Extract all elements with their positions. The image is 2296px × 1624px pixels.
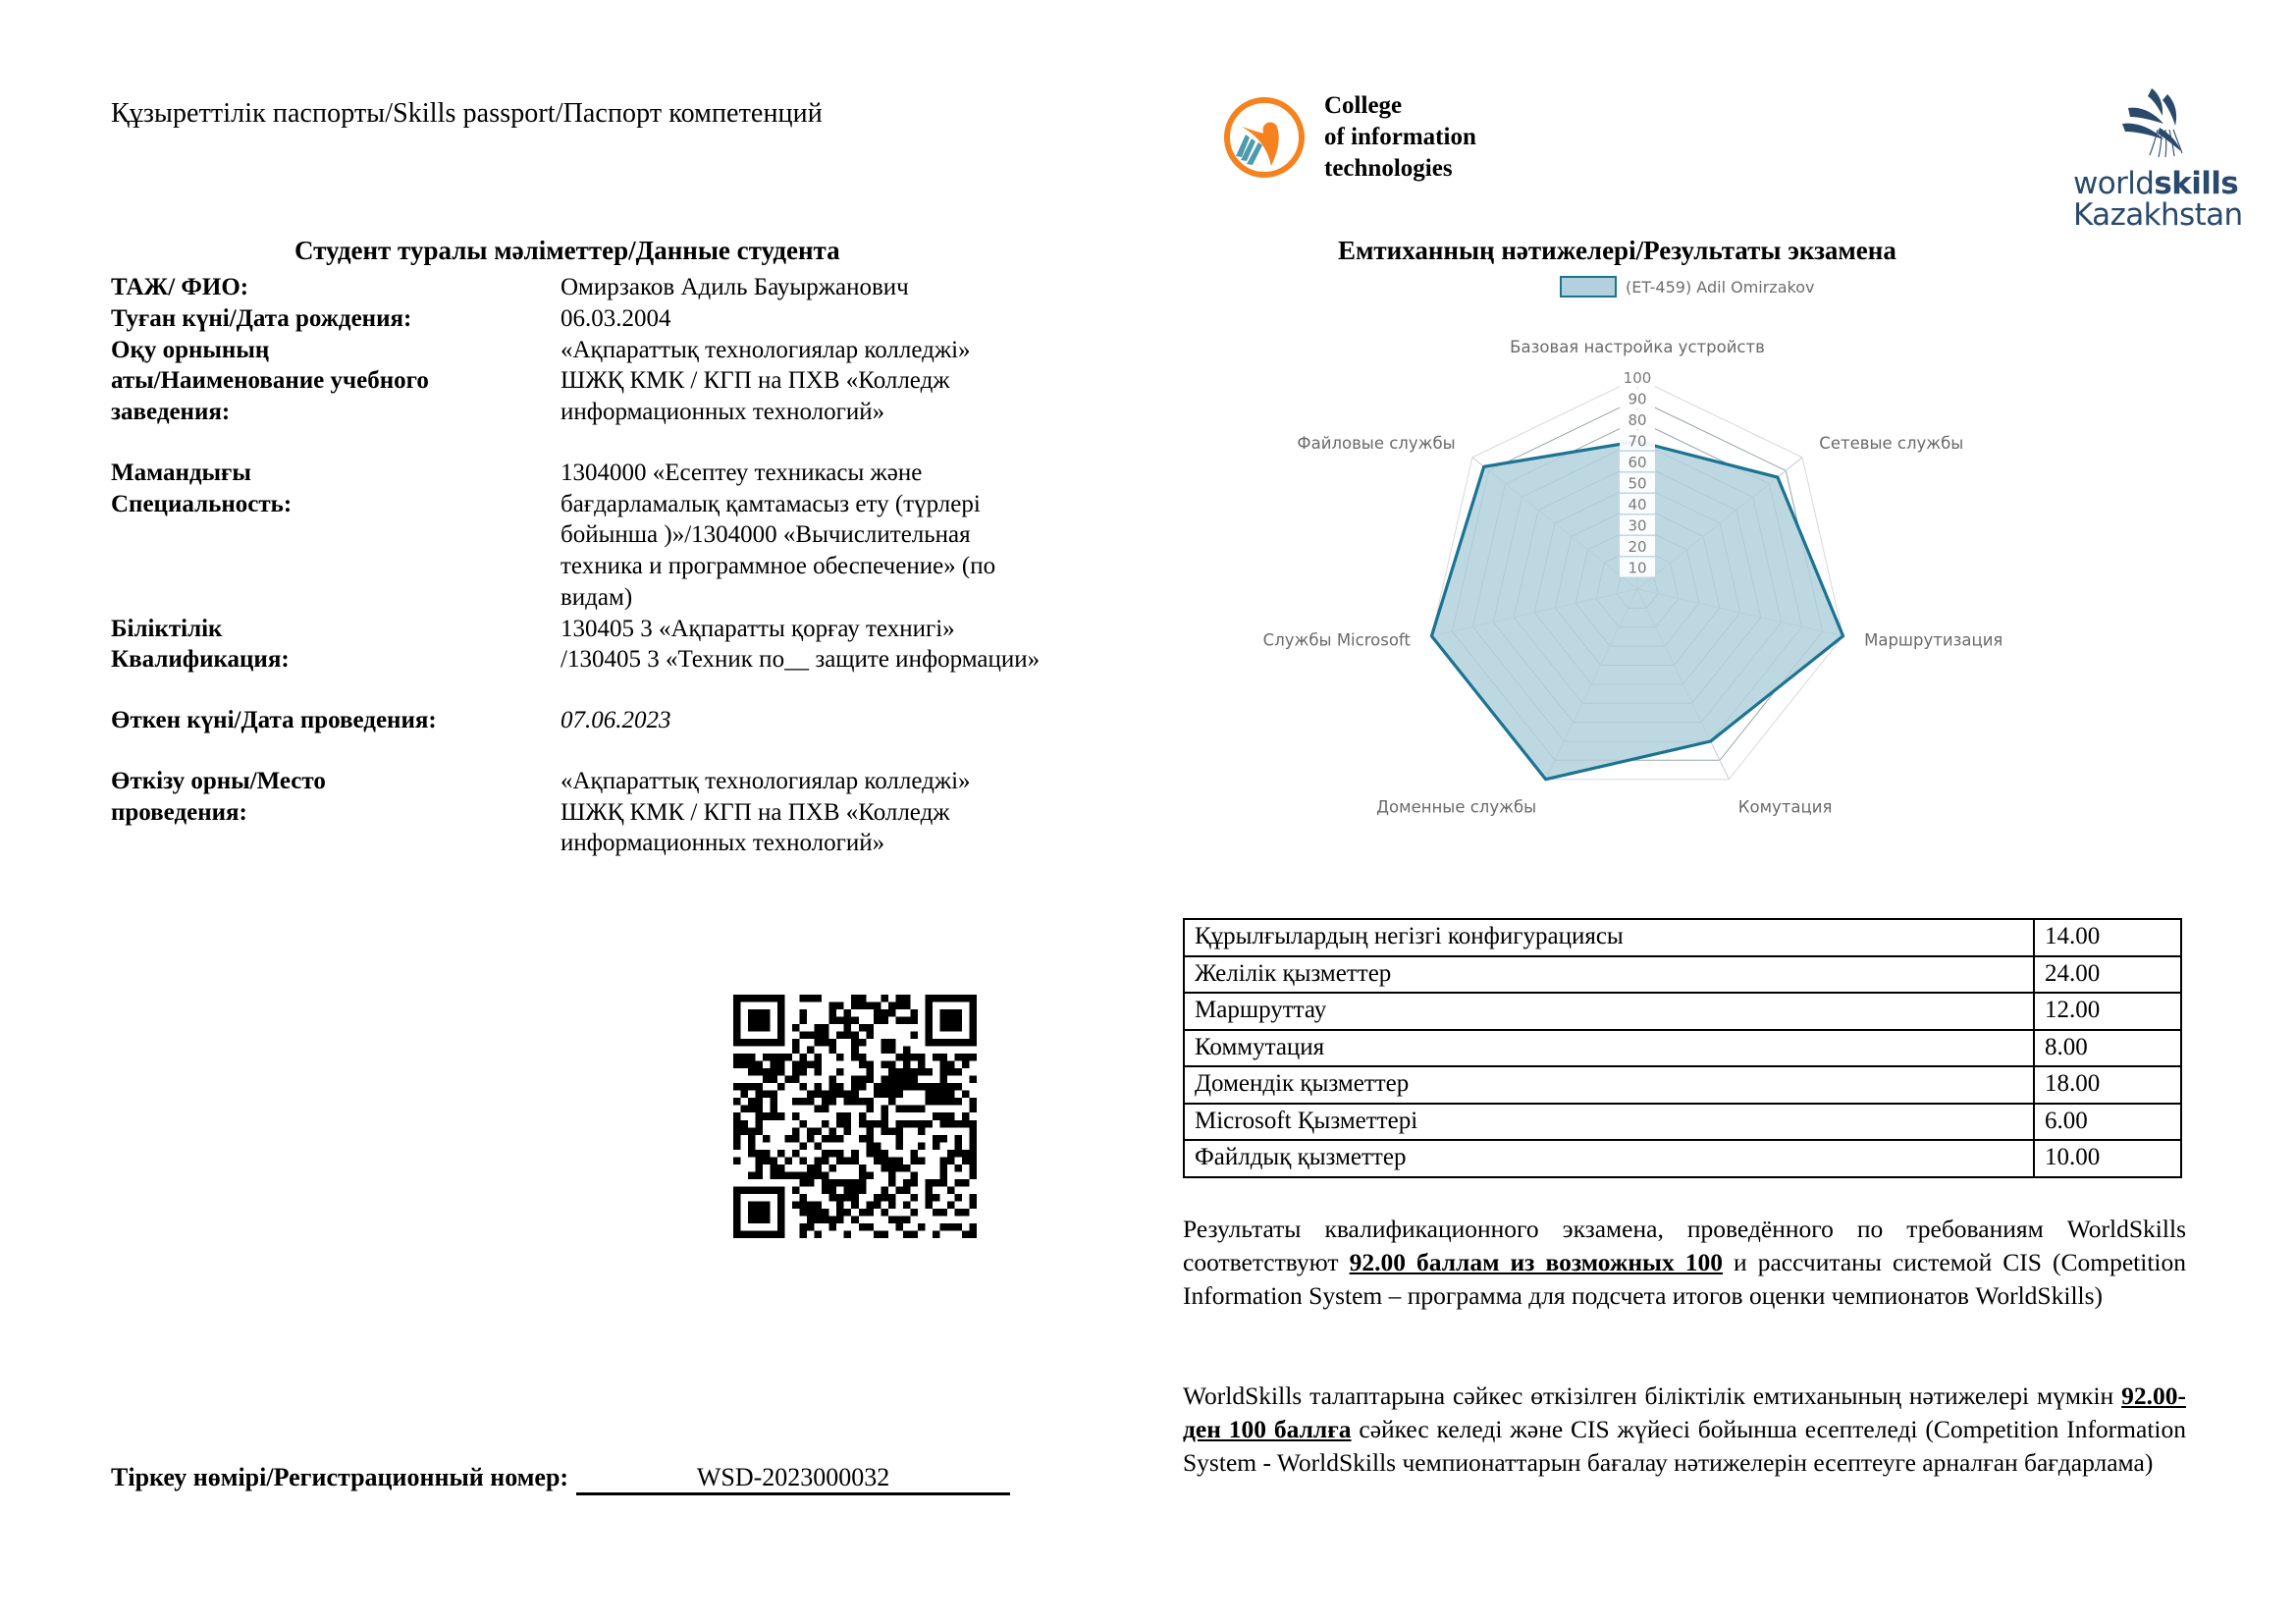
- score-name: Құрылғылардың негізгі конфигурациясы: [1184, 919, 2034, 956]
- scores-table: [1183, 918, 2182, 1178]
- radar-category-label: Маршрутизация: [1864, 630, 2003, 650]
- value-specialty-3: бойынша )»/1304000 «Вычислительная: [561, 521, 971, 549]
- table-row: [1184, 919, 2181, 956]
- para-kk-part1: WorldSkills талаптарына сәйкес өткізілген біліктілік емтиханының нәтижелері мүмкін: [1183, 1381, 2122, 1410]
- qr-code-svg: [721, 995, 988, 1238]
- college-line-2: of information: [1324, 124, 1476, 150]
- radar-category-label: Доменные службы: [1376, 797, 1537, 817]
- radar-category-label: Файловые службы: [1297, 434, 1456, 454]
- student-row-fio: [111, 272, 1151, 303]
- label-exam-date: Өткен күні/Дата проведения:: [111, 707, 437, 733]
- para-ru-part2: и рассчитаны системой CIS (Competition Information System – программа для подсчета итогов оценки чемпионатов WorldSkills): [1183, 1247, 2186, 1310]
- value-exam-date: 07.06.2023: [561, 707, 671, 733]
- page-title: Құзыреттілік паспорты/Skills passport/Паспорт компетенций: [111, 98, 823, 129]
- label-birthdate: Туған күні/Дата рождения:: [111, 304, 412, 332]
- student-row-qualification-2: [111, 644, 1151, 676]
- college-logo-text: [1324, 90, 1476, 185]
- score-name: Коммутация: [1184, 1030, 2034, 1067]
- value-specialty-2: бағдарламалық қамтамасыз ету (түрлері: [561, 490, 981, 517]
- radar-tick-label: 60: [1628, 454, 1647, 471]
- student-row-institution-2: [111, 365, 1151, 397]
- score-value: 12.00: [2034, 993, 2181, 1030]
- student-row-venue-3: [111, 828, 1151, 859]
- score-value: 10.00: [2034, 1140, 2181, 1177]
- student-row-specialty-5: [111, 582, 1151, 614]
- qr-code: [721, 995, 988, 1238]
- score-name: Файлдық қызметтер: [1184, 1140, 2034, 1177]
- score-value: 24.00: [2034, 956, 2181, 994]
- label-institution-2: аты/Наименование учебного: [111, 367, 429, 395]
- value-institution-2: ШЖҚ КМК / КГП на ПХВ «Колледж: [561, 367, 950, 395]
- value-specialty-4: техника и программное обеспечение» (по: [561, 553, 996, 579]
- value-institution-3: информационных технологий»: [561, 399, 885, 425]
- radar-tick-label: 40: [1628, 496, 1647, 514]
- radar-tick-label: 50: [1628, 474, 1647, 493]
- student-row-specialty-1: [111, 458, 1151, 489]
- para-kk-part2: сәйкес келеді және CIS жүйесі бойынша есептеледі (Competition Information System - WorldSkills чемпионаттарын бағалау нәтижелерін есептеуге арналған бағдарлама): [1183, 1414, 2186, 1477]
- college-emblem-icon: [1222, 95, 1307, 180]
- exam-results-title: Емтиханның нәтижелері/Результаты экзамена: [1338, 236, 1896, 265]
- worldskills-wordmark: [2073, 168, 2260, 199]
- value-birthdate: 06.03.2004: [561, 304, 671, 332]
- label-venue-2: проведения:: [111, 798, 247, 826]
- radar-category-label: Базовая настройка устройств: [1510, 338, 1765, 356]
- radar-tick-label: 90: [1628, 390, 1647, 408]
- legend-label: (ET-459) Adil Omirzakov: [1626, 278, 1815, 297]
- radar-tick-label: 70: [1628, 432, 1647, 451]
- worldskills-logo: [2073, 84, 2260, 234]
- worldskills-word-bold: skills: [2154, 166, 2239, 201]
- student-row-specialty-3: [111, 519, 1151, 551]
- score-name: Microsoft Қызметтері: [1184, 1104, 2034, 1141]
- radar-tick-label: 80: [1628, 411, 1647, 429]
- student-row-specialty-2: [111, 489, 1151, 520]
- label-specialty-2: Специальность:: [111, 490, 293, 517]
- value-qualification-1: 130405 3 «Ақпаратты қорғау технигі»: [561, 615, 955, 642]
- college-emblem-svg: [1222, 95, 1307, 180]
- radar-tick-label: 30: [1628, 516, 1647, 535]
- para-ru-part1: Результаты квалификационного экзамена, проведённого по требованиям WorldSkills соответствуют: [1183, 1215, 2186, 1276]
- student-row-institution-3: [111, 397, 1151, 428]
- paragraph-kazakh: [1183, 1380, 2186, 1480]
- radar-chart: [1262, 265, 2061, 817]
- value-venue-3: информационных технологий»: [561, 830, 885, 857]
- worldskills-word-light: world: [2073, 166, 2155, 201]
- radar-category-label: Сетевые службы: [1819, 434, 1964, 454]
- para-kk-score: 92.00-ден 100 баллға: [1183, 1381, 2186, 1443]
- table-row: [1184, 956, 2181, 994]
- college-line-3: technologies: [1324, 155, 1453, 182]
- score-name: Желілік қызметтер: [1184, 956, 2034, 994]
- radar-category-label: Службы Microsoft: [1262, 630, 1411, 650]
- label-institution-3: заведения:: [111, 399, 231, 425]
- label-qualification-1: Біліктілік: [111, 615, 223, 642]
- para-ru-score: 92.00 баллам из возможных 100: [1349, 1247, 1723, 1276]
- table-row: [1184, 1066, 2181, 1104]
- student-row-specialty-4: [111, 551, 1151, 582]
- registration-line: [111, 1463, 1010, 1495]
- value-specialty-1: 1304000 «Есептеу техникасы және: [561, 459, 923, 486]
- value-specialty-5: видам): [561, 583, 633, 611]
- table-row: [1184, 993, 2181, 1030]
- worldskills-country: Kazakhstan: [2073, 197, 2243, 234]
- radar-chart-svg: [1262, 265, 2061, 817]
- student-row-birthdate: [111, 303, 1151, 335]
- paragraph-russian: [1183, 1213, 2186, 1313]
- student-row-institution-1: [111, 335, 1151, 366]
- score-name: Маршруттау: [1184, 993, 2034, 1030]
- student-row-qualification-1: [111, 614, 1151, 645]
- student-section-title: Студент туралы мәліметтер/Данные студента: [294, 236, 840, 265]
- value-venue-2: ШЖҚ КМК / КГП на ПХВ «Колледж: [561, 798, 950, 826]
- score-value: 14.00: [2034, 919, 2181, 956]
- student-row-venue-2: [111, 797, 1151, 829]
- score-value: 6.00: [2034, 1104, 2181, 1141]
- label-qualification-2: Квалификация:: [111, 646, 290, 674]
- radar-tick-label: 20: [1628, 538, 1647, 556]
- score-value: 8.00: [2034, 1030, 2181, 1067]
- value-institution-1: «Ақпараттық технологиялар колледжі»: [561, 336, 971, 363]
- radar-category-label: Комутация: [1737, 797, 1833, 817]
- student-data-table: [111, 272, 1151, 859]
- worldskills-mark-icon: [2109, 84, 2226, 161]
- radar-tick-label: 100: [1623, 369, 1652, 387]
- registration-label: Тіркеу нөмірі/Регистрационный номер:: [111, 1463, 569, 1491]
- legend-swatch: [1561, 277, 1616, 297]
- value-venue-1: «Ақпараттық технологиялар колледжі»: [561, 767, 971, 794]
- spacer-1: [111, 428, 1151, 458]
- radar-tick-label: 10: [1628, 559, 1647, 577]
- college-line-1: College: [1324, 92, 1403, 119]
- registration-number: WSD-2023000032: [576, 1463, 1010, 1495]
- label-specialty-1: Мамандығы: [111, 459, 251, 486]
- table-row: [1184, 1140, 2181, 1177]
- table-row: [1184, 1104, 2181, 1141]
- label-fio: ТАЖ/ ФИО:: [111, 274, 249, 300]
- value-qualification-2: /130405 3 «Техник по__ защите информации»: [561, 646, 1041, 674]
- label-institution-1: Оқу орнының: [111, 336, 270, 363]
- student-row-venue-1: [111, 766, 1151, 797]
- college-logo: [1222, 90, 1476, 185]
- score-value: 18.00: [2034, 1066, 2181, 1104]
- score-name: Домендік қызметтер: [1184, 1066, 2034, 1104]
- student-row-exam-date: [111, 705, 1151, 736]
- value-fio: Омирзаков Адиль Бауыржанович: [561, 274, 909, 300]
- spacer-2: [111, 676, 1151, 705]
- table-row: [1184, 1030, 2181, 1067]
- label-venue-1: Өткізу орны/Место: [111, 767, 326, 794]
- spacer-3: [111, 736, 1151, 766]
